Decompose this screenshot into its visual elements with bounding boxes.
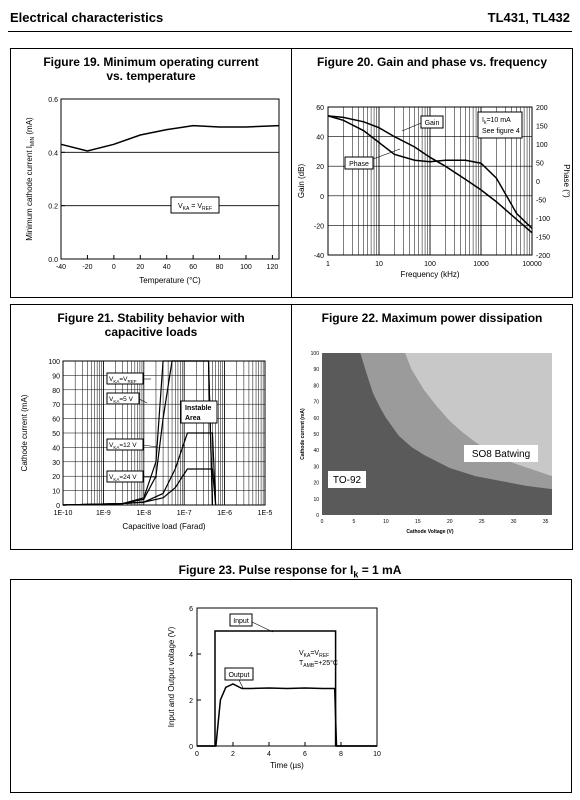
fig20-xtick-label: 10: [375, 261, 383, 268]
fig19-xtick-label: 120: [266, 264, 279, 271]
fig23-xtick-label: 2: [231, 751, 235, 758]
fig19-xtick-label: -40: [55, 264, 67, 271]
fig22-ytick-label: 100: [310, 351, 319, 357]
fig22-ylabel: Cathode current (mA): [300, 408, 306, 460]
fig22-ytick-label: 40: [313, 448, 319, 455]
fig23-xtick-label: 6: [303, 751, 307, 758]
fig21-xtick-label: 1E-9: [96, 510, 111, 517]
fig23-plot-area: [197, 608, 377, 746]
fig20-annotation-line1: $I_k=10$ mA: [482, 117, 511, 126]
fig21-xlabel: Capacitive load (Farad): [122, 522, 206, 531]
fig20-ytick-label: 20: [316, 164, 324, 172]
fig20-ytick-label: 0: [320, 193, 324, 201]
fig22-xtick-label: 20: [446, 519, 453, 525]
fig23-xtick-label: 0: [195, 751, 199, 758]
fig21-ytick-label: 20: [52, 474, 60, 482]
fig20-y2tick-label: 50: [536, 160, 544, 168]
fig21-xtick-label: 1E-7: [176, 510, 192, 517]
figure-23-title-tail: = 1 mA: [358, 563, 402, 577]
fig22-so8-label: SO8 Batwing: [471, 449, 531, 460]
figure-23-chart: [11, 580, 571, 792]
fig20-ytick-label: -40: [313, 253, 324, 260]
fig22-to92-label: TO-92: [332, 475, 362, 486]
fig19-annotation: $V_{KA} = V_{REF}$: [178, 203, 212, 212]
fig19-ytick-label: 0.6: [48, 97, 58, 104]
header-rule: [8, 31, 572, 32]
figure-19-chart: [11, 49, 291, 297]
fig19-xtick-label: 80: [215, 264, 224, 271]
figure-23-title-main: Figure 23. Pulse response for I: [178, 563, 354, 577]
fig22-xtick-label: 15: [415, 519, 421, 525]
figure-23-panel: [10, 579, 572, 793]
figure-20-panel: [291, 48, 573, 298]
fig21-series-label: $V_{KA}=V_{REF}$: [109, 376, 137, 384]
section-title: Electrical characteristics: [10, 10, 164, 25]
fig22-ytick-label: 0: [316, 513, 319, 519]
fig23-xlabel: Time (µs): [270, 761, 304, 770]
fig20-gain-label: Gain: [424, 120, 440, 127]
fig20-annotation-line2: See figure 4: [482, 128, 520, 135]
fig23-input-label: Input: [233, 618, 249, 625]
figure-20-chart: [292, 49, 572, 297]
figure-22-title: Figure 22. Maximum power dissipation: [321, 311, 543, 325]
fig22-ytick-label: 30: [313, 464, 319, 471]
fig20-xtick-label: 10000: [522, 261, 542, 268]
fig19-xtick-label: 0: [111, 264, 116, 271]
figure-19-panel: [10, 48, 292, 298]
figure-21-panel: [10, 304, 292, 550]
fig20-xtick-label: 100: [424, 261, 436, 268]
fig19-xtick-label: 40: [162, 264, 171, 271]
fig21-ytick-label: 50: [52, 431, 60, 438]
figure-19-title: Figure 19. Minimum operating current vs. temperature: [43, 55, 259, 83]
fig19-ytick-label: 0.2: [48, 203, 58, 211]
fig22-ytick-label: 20: [313, 480, 319, 487]
fig22-xtick-label: 0: [320, 519, 324, 525]
fig20-phase-label: Phase: [349, 161, 369, 168]
fig23-output-label: Output: [228, 672, 250, 679]
fig21-ytick-label: 90: [52, 373, 60, 381]
fig22-ytick-label: 60: [313, 415, 319, 422]
fig23-ytick-label: 0: [189, 744, 193, 751]
fig20-y2tick-label: -50: [536, 197, 547, 205]
fig20-xtick-label: 1000: [473, 261, 489, 268]
fig20-ytick-label: 40: [316, 134, 324, 142]
fig21-ytick-label: 70: [52, 402, 60, 410]
fig19-ytick-label: 0.0: [48, 257, 58, 264]
figure-22-chart: [292, 305, 572, 549]
fig19-xtick-label: -20: [82, 264, 93, 271]
fig21-xtick-label: 1E-8: [136, 510, 152, 517]
fig20-y2tick-label: -200: [536, 253, 551, 260]
fig19-ylabel: Minimum cathode current $I_{MIN}$ (mA): [25, 117, 36, 241]
fig22-xtick-label: 35: [542, 519, 549, 525]
part-number: TL431, TL432: [487, 10, 570, 25]
fig23-ytick-label: 2: [189, 698, 193, 705]
figure-20-title: Figure 20. Gain and phase vs. frequency: [316, 55, 548, 69]
fig22-xtick-label: 25: [478, 519, 485, 525]
fig22-ytick-label: 10: [313, 496, 319, 503]
fig21-xtick-label: 1E-6: [217, 510, 232, 517]
fig21-ytick-label: 80: [52, 387, 60, 395]
fig20-ylabel2: Phase (°): [562, 164, 571, 198]
fig19-xtick-label: 60: [189, 264, 198, 271]
fig20-y2tick-label: 200: [536, 105, 548, 112]
fig23-xtick-label: 8: [339, 751, 343, 758]
fig21-ytick-label: 10: [52, 488, 60, 496]
fig20-xlabel: Frequency (kHz): [400, 270, 460, 279]
fig21-series-label: $V_{KA}=12$ V: [109, 442, 137, 450]
fig20-ytick-label: 60: [316, 105, 324, 112]
fig20-xtick-label: 1: [326, 261, 330, 268]
fig21-series-label: $V_{KA}=5$ V: [109, 396, 133, 404]
fig23-annotation-line2: $T_{AMB}=+25^\circ C$: [299, 660, 338, 669]
fig22-ytick-label: 80: [313, 383, 319, 390]
fig22-xlabel: Cathode Voltage (V): [406, 529, 454, 535]
fig21-instable-label-1: Instable: [185, 405, 212, 412]
fig22-ytick-label: 90: [313, 367, 319, 374]
fig20-y2tick-label: 0: [536, 179, 540, 186]
fig21-xtick-label: 1E-5: [257, 510, 273, 517]
fig23-xtick-label: 4: [267, 751, 271, 758]
fig22-xtick-label: 5: [352, 519, 356, 525]
fig20-y2tick-label: 100: [536, 142, 548, 149]
fig21-instable-label-2: Area: [185, 415, 201, 422]
fig21-ytick-label: 100: [48, 359, 60, 366]
fig22-xtick-label: 10: [383, 519, 389, 525]
fig22-ytick-label: 50: [313, 432, 319, 438]
fig20-ylabel: Gain (dB): [297, 163, 306, 199]
fig23-annotation-line1: $V_{KA}=V_{REF}$: [299, 650, 330, 659]
fig21-ytick-label: 30: [52, 459, 60, 467]
fig21-ytick-label: 60: [52, 416, 60, 424]
fig21-series-label: $V_{KA}=24$ V: [109, 474, 137, 482]
fig22-xtick-label: 30: [510, 519, 517, 525]
fig19-plot-area: [61, 99, 279, 259]
figure-22-panel: [291, 304, 573, 550]
fig23-ytick-label: 4: [189, 652, 193, 659]
figure-21-title: Figure 21. Stability behavior with capacitive loads: [57, 311, 245, 339]
fig19-xlabel: Temperature (°C): [139, 276, 201, 285]
fig21-xtick-label: 1E-10: [53, 510, 73, 517]
fig23-xtick-label: 10: [373, 751, 381, 758]
fig19-xtick-label: 20: [136, 264, 145, 271]
figure-21-chart: [11, 305, 291, 549]
figure-23-title-sub: k: [353, 569, 359, 580]
fig21-ytick-label: 40: [52, 445, 60, 453]
fig21-ytick-label: 0: [56, 503, 60, 510]
fig22-ytick-label: 70: [313, 399, 319, 406]
fig19-xtick-label: 100: [240, 264, 252, 271]
fig20-y2tick-label: 150: [536, 123, 548, 131]
page-header: [0, 0, 580, 36]
fig20-y2tick-label: -100: [536, 216, 551, 223]
fig20-ytick-label: -20: [313, 223, 324, 231]
fig20-y2tick-label: -150: [536, 234, 551, 242]
fig23-ylabel: Input and Output voltage (V): [167, 626, 176, 728]
fig21-ylabel: Cathode current (mA): [20, 394, 29, 472]
fig19-ytick-label: 0.4: [48, 150, 58, 158]
fig23-ytick-label: 6: [189, 606, 193, 613]
